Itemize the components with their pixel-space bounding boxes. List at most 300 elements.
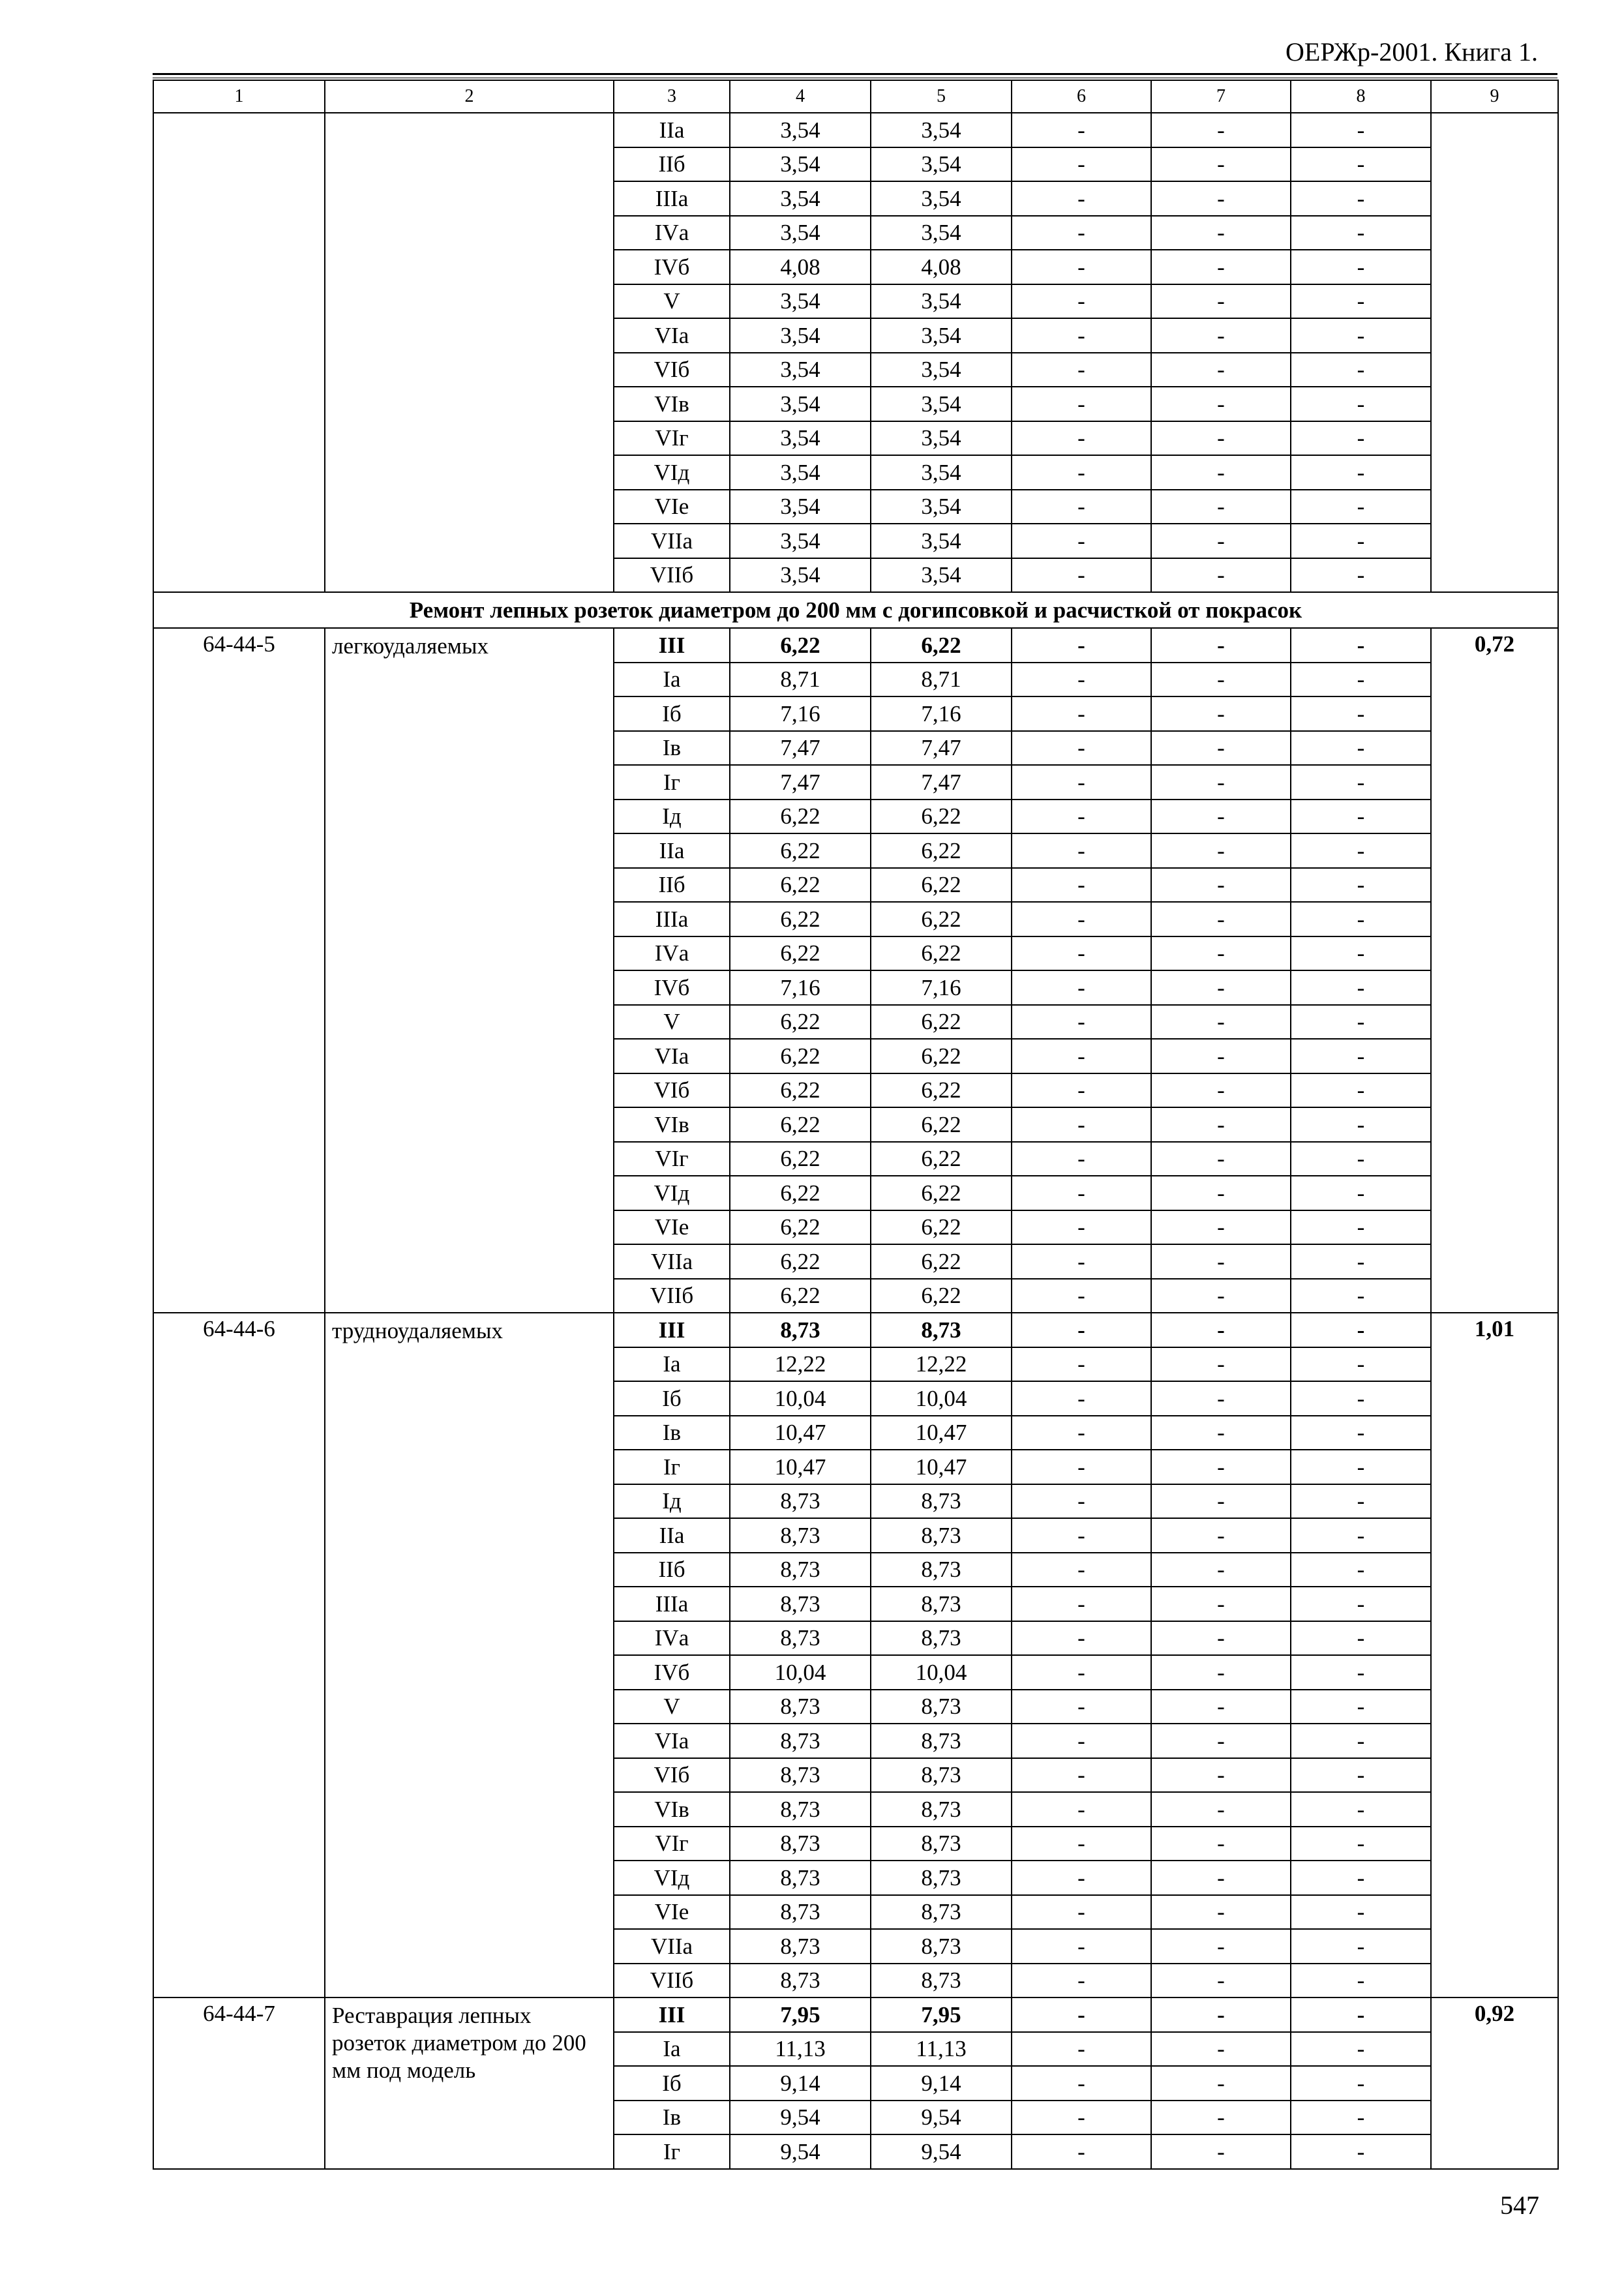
area-cell: V: [614, 284, 730, 319]
machinist-wage-cell: -: [1151, 1964, 1291, 1998]
cost-cell: 10,04: [730, 1655, 871, 1690]
header-rule: [153, 73, 1557, 75]
column-number: 9: [1431, 80, 1558, 113]
cost-cell: 12,22: [730, 1347, 871, 1382]
materials-cell: -: [1291, 2032, 1431, 2067]
machine-cell: -: [1012, 113, 1151, 147]
machinist-wage-cell: -: [1151, 1347, 1291, 1382]
wage-cell: 11,13: [871, 2032, 1012, 2067]
machinist-wage-cell: -: [1151, 1142, 1291, 1176]
materials-cell: -: [1291, 387, 1431, 421]
wage-cell: 8,73: [871, 1553, 1012, 1587]
cost-cell: 8,73: [730, 1861, 871, 1895]
wage-cell: 8,73: [871, 1724, 1012, 1758]
cost-cell: 3,54: [730, 216, 871, 250]
machine-cell: -: [1012, 1655, 1151, 1690]
area-cell: Iа: [614, 2032, 730, 2067]
cost-cell: 11,13: [730, 2032, 871, 2067]
machine-cell: -: [1012, 1792, 1151, 1827]
materials-cell: -: [1291, 113, 1431, 147]
cost-cell: 10,47: [730, 1416, 871, 1450]
materials-cell: -: [1291, 2134, 1431, 2169]
materials-cell: -: [1291, 524, 1431, 558]
area-cell: VIг: [614, 1142, 730, 1176]
cost-cell: 8,73: [730, 1621, 871, 1656]
table-row: [153, 628, 1558, 663]
materials-cell: -: [1291, 1073, 1431, 1108]
wage-cell: 3,54: [871, 147, 1012, 182]
area-cell: IIIа: [614, 902, 730, 936]
wage-cell: 6,22: [871, 1142, 1012, 1176]
area-cell: IVа: [614, 936, 730, 971]
machinist-wage-cell: -: [1151, 284, 1291, 319]
area-cell: VIд: [614, 1176, 730, 1210]
materials-cell: -: [1291, 1244, 1431, 1279]
machine-cell: -: [1012, 1107, 1151, 1142]
wage-cell: 6,22: [871, 936, 1012, 971]
machine-cell: -: [1012, 490, 1151, 524]
machinist-wage-cell: -: [1151, 524, 1291, 558]
cost-cell: 6,22: [730, 1039, 871, 1073]
machinist-wage-cell: -: [1151, 1929, 1291, 1964]
area-cell: VIб: [614, 353, 730, 387]
machine-cell: -: [1012, 1621, 1151, 1656]
materials-cell: -: [1291, 1690, 1431, 1724]
machinist-wage-cell: -: [1151, 181, 1291, 216]
area-cell: VIе: [614, 1895, 730, 1930]
materials-cell: -: [1291, 936, 1431, 971]
materials-cell: -: [1291, 455, 1431, 490]
wage-cell: 8,71: [871, 663, 1012, 697]
machinist-wage-cell: -: [1151, 490, 1291, 524]
machine-cell: -: [1012, 1450, 1151, 1484]
wage-cell: 7,95: [871, 1997, 1012, 2032]
area-cell: IIб: [614, 868, 730, 903]
machinist-wage-cell: -: [1151, 2066, 1291, 2101]
area-cell: IIIа: [614, 1587, 730, 1621]
area-cell: Iв: [614, 1416, 730, 1450]
machine-cell: -: [1012, 2032, 1151, 2067]
column-number: 8: [1291, 80, 1431, 113]
wage-cell: 6,22: [871, 1073, 1012, 1108]
code-cell: 64-44-7: [153, 1997, 325, 2169]
cost-cell: 3,54: [730, 113, 871, 147]
table-row: [153, 113, 1558, 147]
materials-cell: -: [1291, 1929, 1431, 1964]
machinist-wage-cell: -: [1151, 1724, 1291, 1758]
cost-cell: 9,54: [730, 2101, 871, 2135]
code-cell: 64-44-6: [153, 1313, 325, 1997]
area-cell: V: [614, 1005, 730, 1040]
machine-cell: -: [1012, 868, 1151, 903]
wage-cell: 3,54: [871, 216, 1012, 250]
machinist-wage-cell: -: [1151, 765, 1291, 800]
area-cell: Iг: [614, 1450, 730, 1484]
materials-cell: -: [1291, 1792, 1431, 1827]
cost-cell: 8,73: [730, 1724, 871, 1758]
machinist-wage-cell: -: [1151, 1587, 1291, 1621]
machine-cell: -: [1012, 353, 1151, 387]
area-cell: VIа: [614, 1039, 730, 1073]
cost-cell: 6,22: [730, 833, 871, 868]
table-row: [153, 1997, 1558, 2032]
machinist-wage-cell: -: [1151, 1758, 1291, 1793]
cost-cell: 8,73: [730, 1792, 871, 1827]
cost-cell: 8,73: [730, 1587, 871, 1621]
area-cell: Iа: [614, 663, 730, 697]
wage-cell: 8,73: [871, 1929, 1012, 1964]
cost-cell: 10,47: [730, 1450, 871, 1484]
materials-cell: -: [1291, 868, 1431, 903]
wage-cell: 7,16: [871, 970, 1012, 1005]
area-cell: VIIб: [614, 558, 730, 593]
norm-cell: 0,92: [1431, 1997, 1558, 2169]
area-cell: VIд: [614, 455, 730, 490]
wage-cell: 6,22: [871, 1005, 1012, 1040]
wage-cell: 6,22: [871, 1039, 1012, 1073]
materials-cell: -: [1291, 696, 1431, 731]
machine-cell: -: [1012, 2066, 1151, 2101]
machinist-wage-cell: -: [1151, 1690, 1291, 1724]
name-cell-empty: [325, 113, 614, 592]
wage-cell: 4,08: [871, 250, 1012, 284]
area-cell: III: [614, 1313, 730, 1347]
wage-cell: 8,73: [871, 1758, 1012, 1793]
materials-cell: -: [1291, 1416, 1431, 1450]
column-number: 1: [153, 80, 325, 113]
wage-cell: 8,73: [871, 1861, 1012, 1895]
machinist-wage-cell: -: [1151, 1553, 1291, 1587]
column-number: 4: [730, 80, 871, 113]
machinist-wage-cell: -: [1151, 1005, 1291, 1040]
cost-cell: 8,73: [730, 1929, 871, 1964]
machine-cell: -: [1012, 1929, 1151, 1964]
column-number: 5: [871, 80, 1012, 113]
wage-cell: 8,73: [871, 1484, 1012, 1519]
area-cell: IIа: [614, 833, 730, 868]
cost-cell: 7,16: [730, 696, 871, 731]
area-cell: Iа: [614, 1347, 730, 1382]
norm-cell: 1,01: [1431, 1313, 1558, 1997]
machine-cell: -: [1012, 970, 1151, 1005]
rates-table: [153, 80, 1559, 2170]
wage-cell: 7,47: [871, 765, 1012, 800]
area-cell: IVб: [614, 1655, 730, 1690]
machine-cell: -: [1012, 1381, 1151, 1416]
name-cell: Реставрация лепных розеток диаметром до 200 мм под модель: [325, 1997, 614, 2169]
materials-cell: -: [1291, 2101, 1431, 2135]
wage-cell: 3,54: [871, 455, 1012, 490]
machinist-wage-cell: -: [1151, 663, 1291, 697]
area-cell: Iг: [614, 2134, 730, 2169]
wage-cell: 6,22: [871, 1176, 1012, 1210]
machine-cell: -: [1012, 1484, 1151, 1519]
materials-cell: -: [1291, 1210, 1431, 1245]
cost-cell: 8,73: [730, 1518, 871, 1553]
area-cell: Iв: [614, 2101, 730, 2135]
materials-cell: -: [1291, 1142, 1431, 1176]
machinist-wage-cell: -: [1151, 902, 1291, 936]
section-row: [153, 592, 1558, 628]
materials-cell: -: [1291, 558, 1431, 593]
wage-cell: 8,73: [871, 1621, 1012, 1656]
wage-cell: 10,04: [871, 1381, 1012, 1416]
area-cell: VIв: [614, 1792, 730, 1827]
area-cell: VIIб: [614, 1964, 730, 1998]
cost-cell: 3,54: [730, 421, 871, 456]
materials-cell: -: [1291, 800, 1431, 834]
materials-cell: -: [1291, 1484, 1431, 1519]
machine-cell: -: [1012, 455, 1151, 490]
machine-cell: -: [1012, 1416, 1151, 1450]
cost-cell: 6,22: [730, 628, 871, 663]
wage-cell: 10,47: [871, 1416, 1012, 1450]
materials-cell: -: [1291, 216, 1431, 250]
machine-cell: -: [1012, 1553, 1151, 1587]
cost-cell: 3,54: [730, 284, 871, 319]
document-title: ОЕРЖр-2001. Книга 1.: [1286, 37, 1538, 67]
machinist-wage-cell: -: [1151, 2134, 1291, 2169]
machine-cell: -: [1012, 1518, 1151, 1553]
cost-cell: 3,54: [730, 524, 871, 558]
norm-cell: 0,72: [1431, 628, 1558, 1313]
wage-cell: 3,54: [871, 181, 1012, 216]
machine-cell: -: [1012, 1690, 1151, 1724]
area-cell: VIIб: [614, 1279, 730, 1313]
area-cell: Iб: [614, 1381, 730, 1416]
machine-cell: -: [1012, 2134, 1151, 2169]
materials-cell: -: [1291, 1997, 1431, 2032]
cost-cell: 6,22: [730, 1107, 871, 1142]
cost-cell: 8,73: [730, 1484, 871, 1519]
cost-cell: 6,22: [730, 868, 871, 903]
materials-cell: -: [1291, 2066, 1431, 2101]
machine-cell: -: [1012, 1005, 1151, 1040]
cost-cell: 8,73: [730, 1895, 871, 1930]
materials-cell: -: [1291, 490, 1431, 524]
machine-cell: -: [1012, 1758, 1151, 1793]
wage-cell: 6,22: [871, 1279, 1012, 1313]
wage-cell: 3,54: [871, 353, 1012, 387]
cost-cell: 8,73: [730, 1964, 871, 1998]
area-cell: VIб: [614, 1758, 730, 1793]
cost-cell: 8,73: [730, 1758, 871, 1793]
area-cell: VIб: [614, 1073, 730, 1108]
code-cell-empty: [153, 113, 325, 592]
machinist-wage-cell: -: [1151, 628, 1291, 663]
norm-cell-empty: [1431, 113, 1558, 592]
area-cell: V: [614, 1690, 730, 1724]
materials-cell: -: [1291, 1107, 1431, 1142]
column-number: 7: [1151, 80, 1291, 113]
cost-cell: 4,08: [730, 250, 871, 284]
area-cell: Iд: [614, 800, 730, 834]
cost-cell: 7,95: [730, 1997, 871, 2032]
materials-cell: -: [1291, 284, 1431, 319]
machinist-wage-cell: -: [1151, 250, 1291, 284]
machine-cell: -: [1012, 387, 1151, 421]
machine-cell: -: [1012, 1724, 1151, 1758]
area-cell: VIг: [614, 1827, 730, 1861]
machinist-wage-cell: -: [1151, 800, 1291, 834]
wage-cell: 6,22: [871, 868, 1012, 903]
wage-cell: 7,47: [871, 731, 1012, 766]
wage-cell: 6,22: [871, 902, 1012, 936]
materials-cell: -: [1291, 1313, 1431, 1347]
area-cell: VIе: [614, 1210, 730, 1245]
cost-cell: 8,73: [730, 1313, 871, 1347]
wage-cell: 8,73: [871, 1895, 1012, 1930]
machinist-wage-cell: -: [1151, 936, 1291, 971]
area-cell: VIв: [614, 387, 730, 421]
machinist-wage-cell: -: [1151, 1484, 1291, 1519]
wage-cell: 3,54: [871, 284, 1012, 319]
machinist-wage-cell: -: [1151, 558, 1291, 593]
machinist-wage-cell: -: [1151, 1039, 1291, 1073]
wage-cell: 9,54: [871, 2134, 1012, 2169]
wage-cell: 3,54: [871, 113, 1012, 147]
cost-cell: 6,22: [730, 1279, 871, 1313]
cost-cell: 6,22: [730, 936, 871, 971]
machinist-wage-cell: -: [1151, 1655, 1291, 1690]
machinist-wage-cell: -: [1151, 387, 1291, 421]
machinist-wage-cell: -: [1151, 1244, 1291, 1279]
machinist-wage-cell: -: [1151, 1827, 1291, 1861]
machinist-wage-cell: -: [1151, 2032, 1291, 2067]
machine-cell: -: [1012, 558, 1151, 593]
machinist-wage-cell: -: [1151, 1416, 1291, 1450]
area-cell: VIв: [614, 1107, 730, 1142]
cost-cell: 3,54: [730, 455, 871, 490]
area-cell: IIа: [614, 113, 730, 147]
area-cell: VIе: [614, 490, 730, 524]
cost-cell: 3,54: [730, 558, 871, 593]
cost-cell: 7,47: [730, 731, 871, 766]
machinist-wage-cell: -: [1151, 1450, 1291, 1484]
materials-cell: -: [1291, 1895, 1431, 1930]
wage-cell: 8,73: [871, 1690, 1012, 1724]
machinist-wage-cell: -: [1151, 2101, 1291, 2135]
machine-cell: -: [1012, 284, 1151, 319]
materials-cell: -: [1291, 353, 1431, 387]
area-cell: IVб: [614, 250, 730, 284]
machine-cell: -: [1012, 765, 1151, 800]
wage-cell: 6,22: [871, 1107, 1012, 1142]
area-cell: IIб: [614, 147, 730, 182]
wage-cell: 6,22: [871, 1210, 1012, 1245]
machine-cell: -: [1012, 1997, 1151, 2032]
materials-cell: -: [1291, 1587, 1431, 1621]
machine-cell: -: [1012, 628, 1151, 663]
materials-cell: -: [1291, 318, 1431, 353]
cost-cell: 6,22: [730, 1142, 871, 1176]
machine-cell: -: [1012, 1313, 1151, 1347]
cost-cell: 3,54: [730, 387, 871, 421]
wage-cell: 9,54: [871, 2101, 1012, 2135]
wage-cell: 10,47: [871, 1450, 1012, 1484]
machine-cell: -: [1012, 181, 1151, 216]
area-cell: VIа: [614, 318, 730, 353]
machine-cell: -: [1012, 1347, 1151, 1382]
wage-cell: 3,54: [871, 490, 1012, 524]
wage-cell: 3,54: [871, 558, 1012, 593]
area-cell: VIIа: [614, 524, 730, 558]
area-cell: VIг: [614, 421, 730, 456]
materials-cell: -: [1291, 1964, 1431, 1998]
cost-cell: 7,16: [730, 970, 871, 1005]
machine-cell: -: [1012, 1073, 1151, 1108]
machinist-wage-cell: -: [1151, 421, 1291, 456]
machine-cell: -: [1012, 318, 1151, 353]
machinist-wage-cell: -: [1151, 147, 1291, 182]
machinist-wage-cell: -: [1151, 113, 1291, 147]
cost-cell: 6,22: [730, 1005, 871, 1040]
machinist-wage-cell: -: [1151, 1792, 1291, 1827]
machine-cell: -: [1012, 1244, 1151, 1279]
machinist-wage-cell: -: [1151, 696, 1291, 731]
materials-cell: -: [1291, 1381, 1431, 1416]
cost-cell: 3,54: [730, 181, 871, 216]
cost-cell: 7,47: [730, 765, 871, 800]
cost-cell: 6,22: [730, 902, 871, 936]
wage-cell: 8,73: [871, 1964, 1012, 1998]
area-cell: VIIа: [614, 1929, 730, 1964]
materials-cell: -: [1291, 147, 1431, 182]
machine-cell: -: [1012, 1587, 1151, 1621]
column-number: 2: [325, 80, 614, 113]
wage-cell: 8,73: [871, 1587, 1012, 1621]
area-cell: IVа: [614, 216, 730, 250]
machinist-wage-cell: -: [1151, 731, 1291, 766]
machine-cell: -: [1012, 902, 1151, 936]
wage-cell: 9,14: [871, 2066, 1012, 2101]
machine-cell: -: [1012, 696, 1151, 731]
wage-cell: 8,73: [871, 1827, 1012, 1861]
materials-cell: -: [1291, 1039, 1431, 1073]
cost-cell: 6,22: [730, 1244, 871, 1279]
machine-cell: -: [1012, 1895, 1151, 1930]
machine-cell: -: [1012, 216, 1151, 250]
cost-cell: 3,54: [730, 490, 871, 524]
table-row: [153, 1313, 1558, 1347]
cost-cell: 8,73: [730, 1690, 871, 1724]
machine-cell: -: [1012, 1142, 1151, 1176]
machine-cell: -: [1012, 1210, 1151, 1245]
machine-cell: -: [1012, 2101, 1151, 2135]
materials-cell: -: [1291, 1553, 1431, 1587]
rates-table-body: [153, 80, 1558, 2169]
machinist-wage-cell: -: [1151, 216, 1291, 250]
wage-cell: 10,04: [871, 1655, 1012, 1690]
column-number-row: [153, 80, 1558, 113]
machine-cell: -: [1012, 1176, 1151, 1210]
area-cell: IIIа: [614, 181, 730, 216]
wage-cell: 3,54: [871, 318, 1012, 353]
cost-cell: 8,73: [730, 1827, 871, 1861]
cost-cell: 3,54: [730, 318, 871, 353]
machine-cell: -: [1012, 1827, 1151, 1861]
area-cell: Iв: [614, 731, 730, 766]
machine-cell: -: [1012, 936, 1151, 971]
materials-cell: -: [1291, 1655, 1431, 1690]
machine-cell: -: [1012, 1039, 1151, 1073]
materials-cell: -: [1291, 628, 1431, 663]
machinist-wage-cell: -: [1151, 1895, 1291, 1930]
materials-cell: -: [1291, 421, 1431, 456]
wage-cell: 6,22: [871, 800, 1012, 834]
machine-cell: -: [1012, 147, 1151, 182]
materials-cell: -: [1291, 765, 1431, 800]
